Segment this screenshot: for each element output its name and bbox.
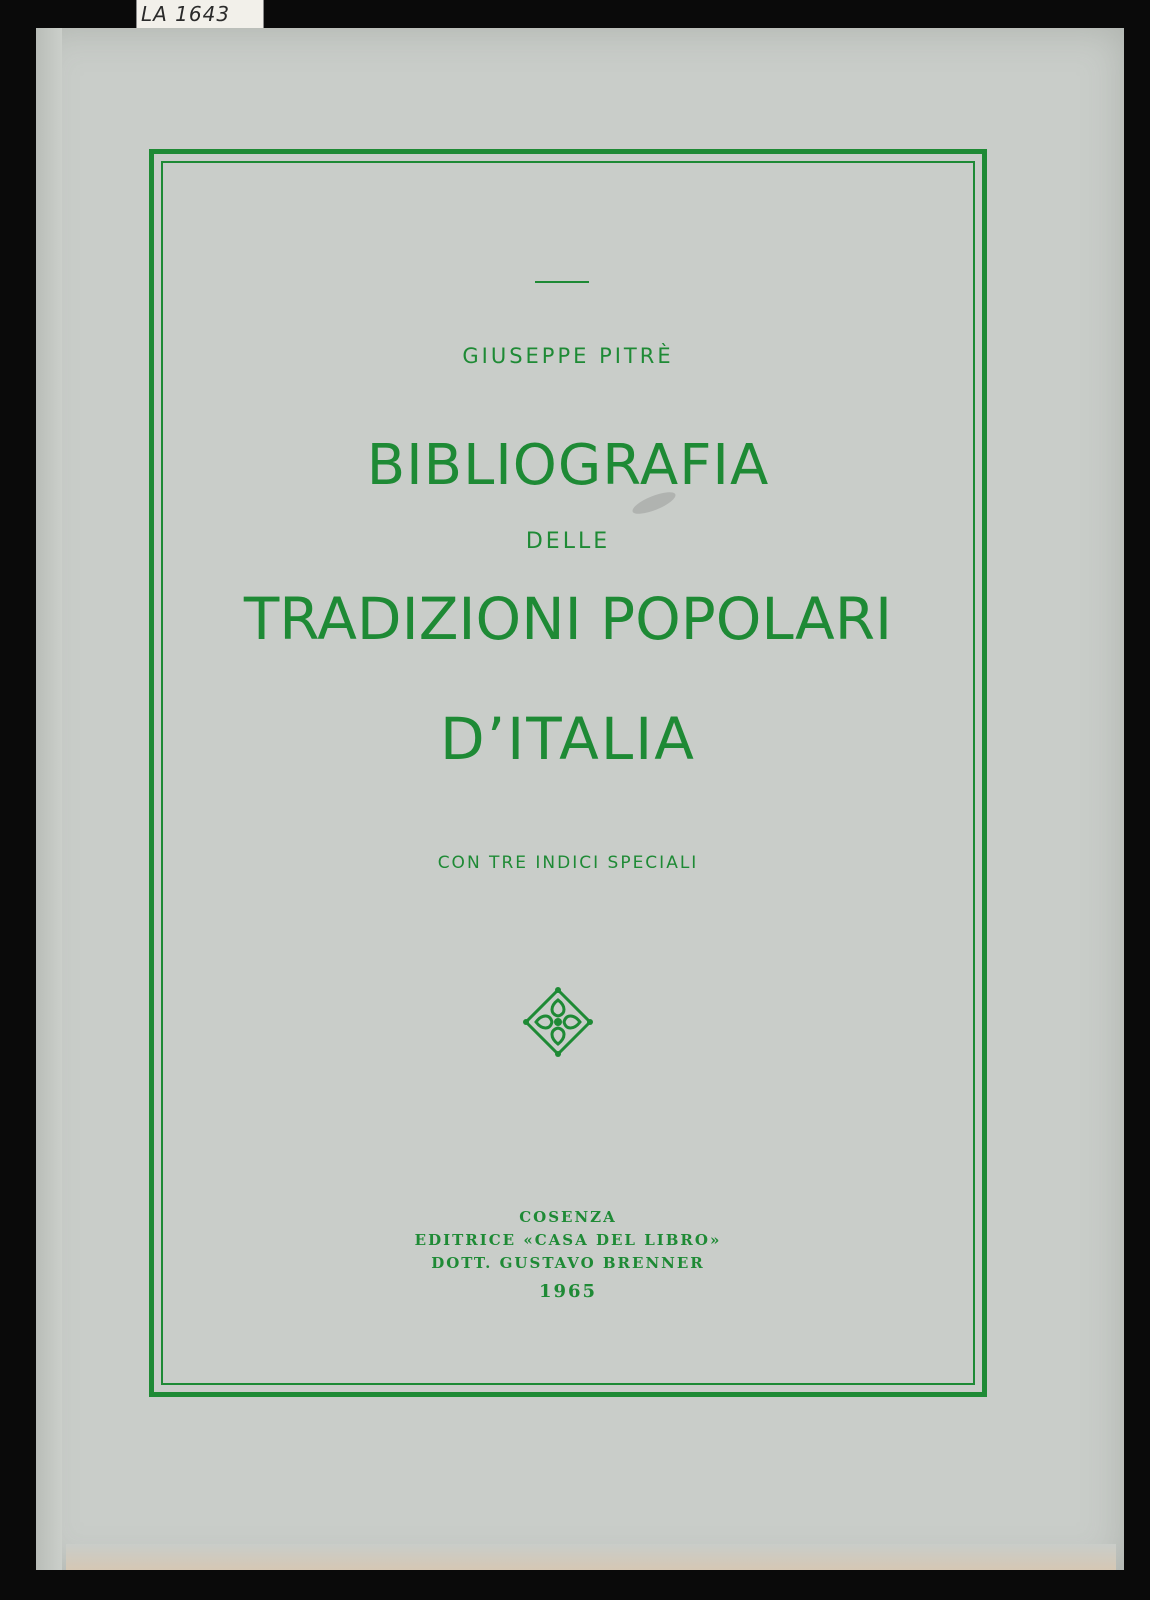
shelfmark-label: LA 1643 xyxy=(136,0,264,30)
subtitle: CON TRE INDICI SPECIALI xyxy=(437,853,699,873)
imprint-publisher: EDITRICE «CASA DEL LIBRO» xyxy=(414,1231,722,1249)
floral-ornament-icon xyxy=(522,986,594,1058)
double-border-frame xyxy=(149,149,987,1397)
title-line-3: TRADIZIONI POPOLARI xyxy=(243,585,893,653)
title-line-4: D’ITALIA xyxy=(440,705,696,773)
author-divider xyxy=(535,281,589,283)
imprint-year: 1965 xyxy=(538,1281,598,1302)
title-line-1: BIBLIOGRAFIA xyxy=(366,433,770,498)
author-name: GIUSEPPE PITRÈ xyxy=(462,344,674,368)
book-cover xyxy=(36,28,1124,1570)
imprint-owner: DOTT. GUSTAVO BRENNER xyxy=(431,1254,705,1272)
bottom-edge xyxy=(66,1544,1116,1570)
imprint-city: COSENZA xyxy=(519,1208,617,1226)
title-line-2: DELLE xyxy=(525,529,611,554)
spine-edge xyxy=(36,28,62,1570)
